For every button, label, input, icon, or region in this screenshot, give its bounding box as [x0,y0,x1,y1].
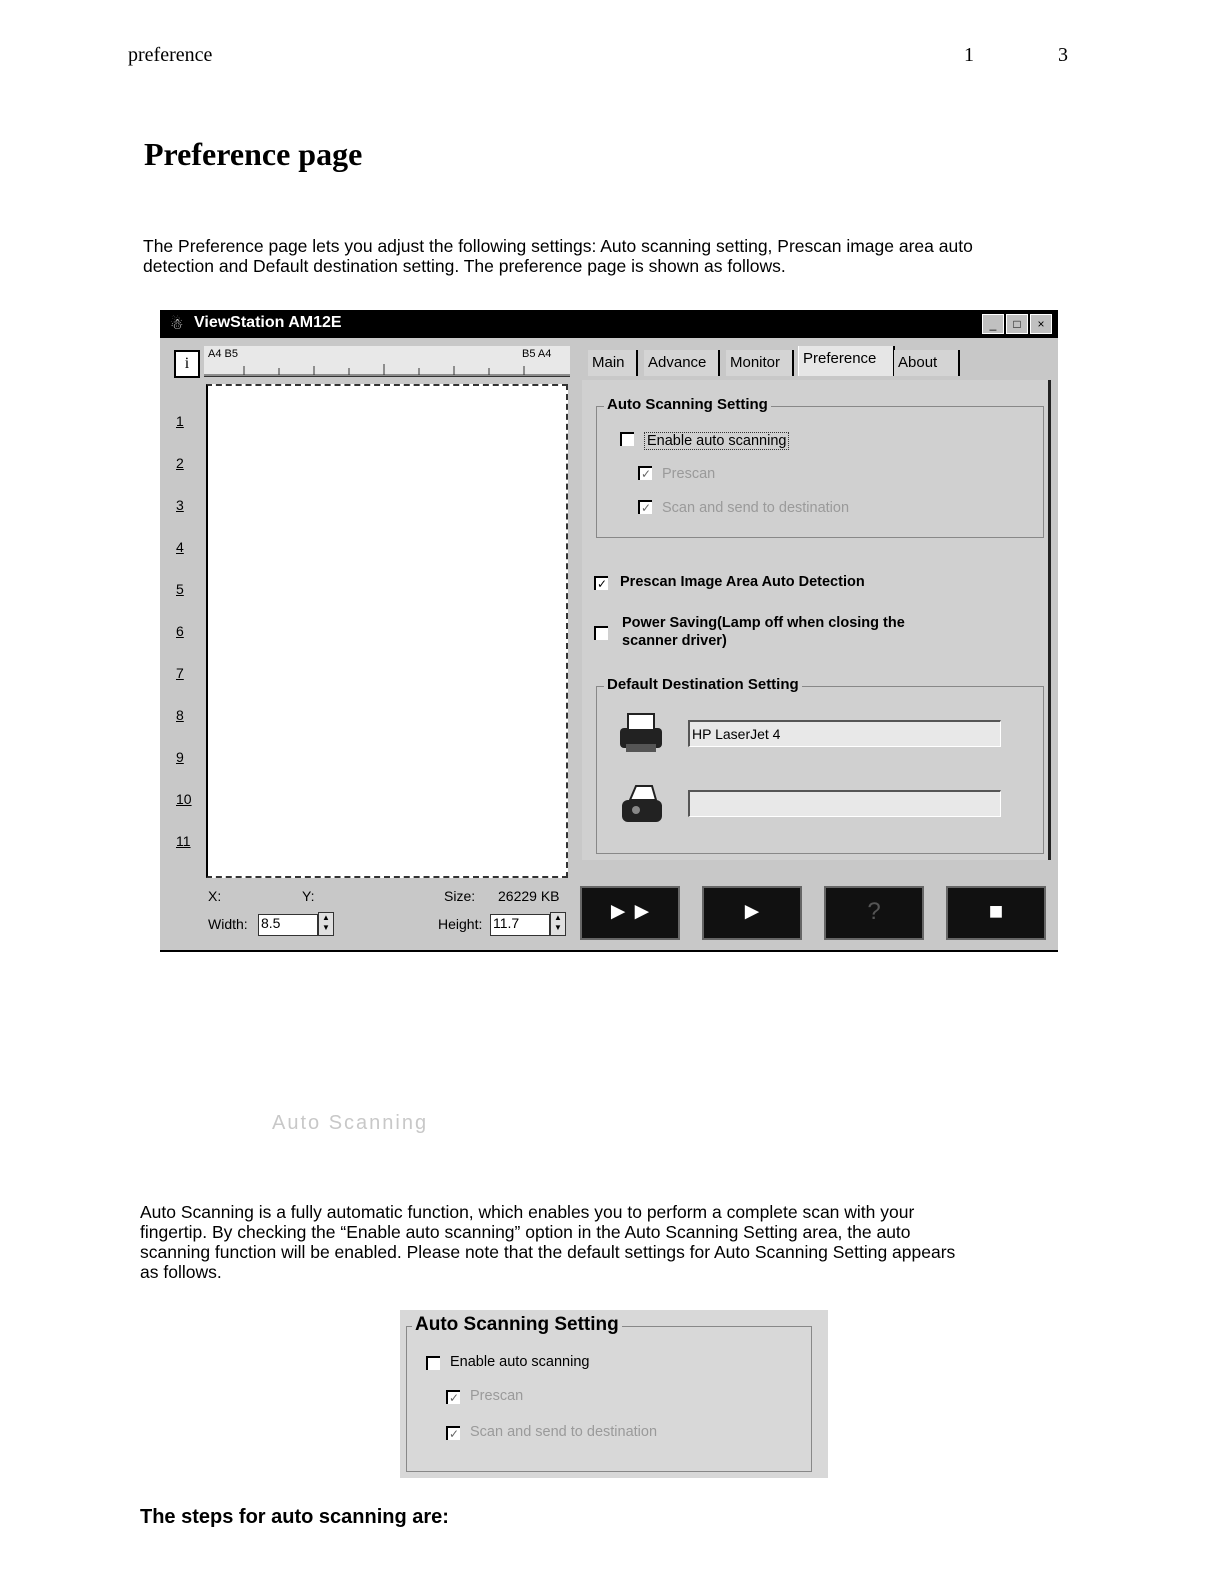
prescan-checkbox[interactable]: ✓ [638,466,652,480]
tab-preference[interactable]: Preference [798,346,895,376]
prescan-detect-checkbox[interactable]: ✓ [594,576,608,590]
tab-monitor[interactable]: Monitor [726,350,794,376]
small-enable-auto-label: Enable auto scanning [450,1354,590,1370]
small-group-title: Auto Scanning Setting [412,1314,622,1336]
destination-group-title: Default Destination Setting [604,676,802,693]
ruler-num: 8 [176,707,184,723]
tab-about[interactable]: About [894,350,960,376]
fax-destination-field[interactable] [688,790,1001,817]
size-label: Size: [444,888,476,904]
small-scan-send-label: Scan and send to destination [470,1424,658,1440]
power-saving-line-2: scanner driver) [622,633,727,649]
window-titlebar [160,310,1058,338]
prescan-detect-label[interactable]: Prescan Image Area Auto Detection [620,574,865,590]
preference-panel [582,380,1051,860]
tab-main[interactable]: Main [588,350,638,376]
printer-destination-field[interactable]: HP LaserJet 4 [688,720,1001,747]
header-page-num-1: 1 [964,44,974,66]
ruler-num: 2 [176,455,184,471]
ruler-num: 7 [176,665,184,681]
small-enable-auto-checkbox[interactable] [426,1356,440,1370]
ruler-num: 4 [176,539,184,555]
stop-button[interactable]: ■ [946,886,1046,940]
left-ruler [170,385,210,885]
ruler-top-left-label: A4 B5 [208,348,238,360]
auto-scanning-paragraph [140,1202,955,1282]
small-scan-send-checkbox[interactable]: ✓ [446,1426,460,1440]
ruler-num: 11 [176,833,191,849]
prescan-button[interactable]: ►► [580,886,680,940]
ruler-num: 10 [176,791,192,807]
printer-icon [616,710,668,754]
page-title: Preference page [144,136,363,172]
small-prescan-checkbox[interactable]: ✓ [446,1390,460,1404]
y-label: Y: [302,888,315,904]
ruler-num: 9 [176,749,184,765]
top-ruler [204,346,570,377]
power-saving-label[interactable] [622,614,905,650]
intro-line-2: detection and Default destination setting. The preference page is shown as follows. [143,256,786,276]
window-title: ViewStation AM12E [194,314,342,331]
ruler-num: 6 [176,623,184,639]
info-button[interactable]: i [174,350,200,378]
ruler-ticks [204,360,570,376]
auto-para-line-1: Auto Scanning is a fully automatic function, which enables you to perform a complete scan with your [140,1202,915,1222]
section-heading-faded: Auto Scanning [272,1112,429,1134]
height-spinner[interactable]: ▲ ▼ [550,912,566,936]
scan-send-checkbox[interactable]: ✓ [638,500,652,514]
intro-line-1: The Preference page lets you adjust the following settings: Auto scanning setting, Prescan image area auto [143,236,973,256]
height-input[interactable]: 11.7 [490,914,550,936]
ruler-num: 3 [176,497,184,513]
auto-para-line-3: scanning function will be enabled. Please note that the default settings for Auto Scanning Setting appears [140,1242,956,1262]
preview-area[interactable] [206,384,568,878]
minimize-icon[interactable]: _ [982,314,1004,334]
ruler-num: 1 [176,413,184,429]
height-label: Height: [438,916,483,932]
header-page-num-2: 3 [1058,44,1068,66]
close-icon[interactable]: × [1030,314,1052,334]
auto-para-line-2: fingertip. By checking the “Enable auto scanning” option in the Auto Scanning Setting area, the auto [140,1222,911,1242]
prescan-label: Prescan [662,466,716,482]
size-value: 26229 KB [498,888,560,904]
auto-scanning-group-title: Auto Scanning Setting [604,396,771,413]
help-button[interactable]: ? [824,886,924,940]
tab-advance[interactable]: Advance [644,350,720,376]
intro-paragraph [143,236,973,276]
app-icon: ☃ [170,316,184,333]
steps-heading: The steps for auto scanning are: [140,1506,449,1528]
x-label: X: [208,888,222,904]
width-spinner[interactable]: ▲ ▼ [318,912,334,936]
enable-auto-checkbox[interactable] [620,432,634,446]
header-section-name: preference [128,44,213,66]
small-prescan-label: Prescan [470,1388,524,1404]
width-input[interactable]: 8.5 [258,914,318,936]
width-label: Width: [208,916,248,932]
scan-send-label: Scan and send to destination [662,500,850,516]
enable-auto-label[interactable]: Enable auto scanning [644,432,789,450]
scan-button[interactable]: ► [702,886,802,940]
auto-scanning-setting-image [400,1310,828,1478]
auto-para-line-4: as follows. [140,1262,222,1282]
maximize-icon[interactable]: □ [1006,314,1028,334]
small-group-frame [406,1326,812,1472]
scanner-window [160,310,1058,952]
ruler-num: 5 [176,581,184,597]
power-saving-checkbox[interactable] [594,626,608,640]
power-saving-line-1: Power Saving(Lamp off when closing the [622,615,905,631]
fax-icon [616,780,668,828]
ruler-top-right-label: B5 A4 [522,348,552,360]
